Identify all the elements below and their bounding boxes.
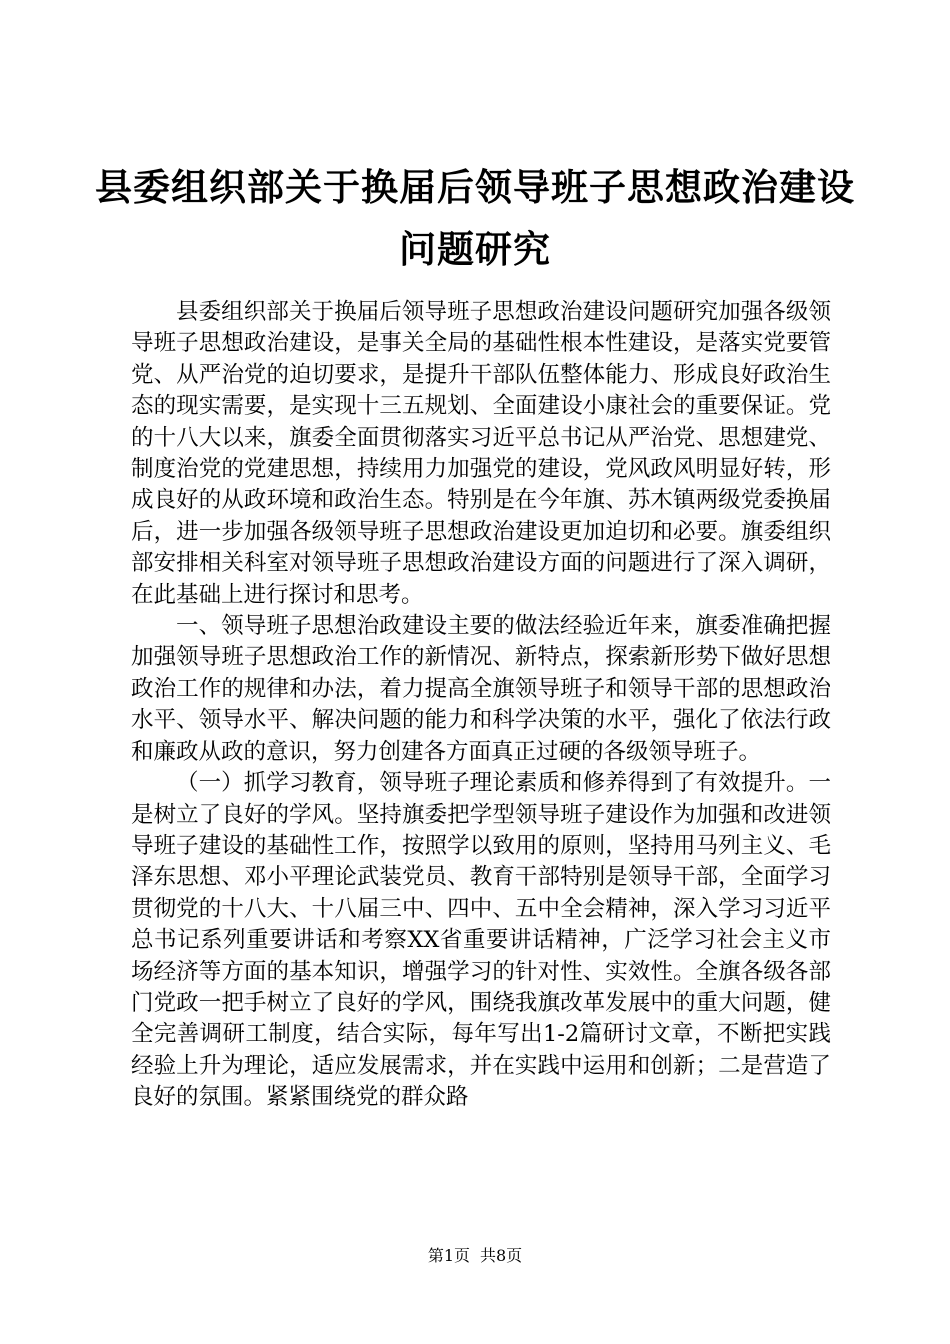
page-footer	[0, 1245, 950, 1267]
paragraph-section-1: 一、领导班子思想治政建设主要的做法经验近年来，旗委准确把握加强领导班子思想政治工作的新情况、新特点，探索新形势下做好思想政治工作的规律和办法，着力提高全旗领导班子和领导干部的思想政治水平、领导水平、解决问题的能力和科学决策的水平，强化了依法行政和廉政从政的意识，努力创建各方面真正过硬的各级领导班子。	[131, 613, 831, 765]
document-title-line-1: 县委组织部关于换届后领导班子思想政治建设	[95, 166, 855, 209]
page-number-total: 共8页	[480, 1246, 523, 1265]
paragraph-subsection-1: （一）抓学习教育，领导班子理论素质和修养得到了有效提升。一是树立了良好的学风。坚持旗委把学型领导班子建设作为加强和改进领导班子建设的基础性工作，按照学以致用的原则，坚持用马列主义、毛泽东思想、邓小平理论武装党员、教育干部特别是领导干部，全面学习贯彻党的十八大、十八届三中、四中、五中全会精神，深入学习习近平总书记系列重要讲话和考察XX省重要讲话精神，广泛学习社会主义市场经济等方面的基本知识，增强学习的针对性、实效性。全旗各级各部门党政一把手树立了良好的学风，围绕我旗改革发展中的重大问题，健全完善调研工制度，结合实际，每年写出1-2篇研讨文章，不断把实践经验上升为理论，适应发展需求，并在实践中运用和创新；二是营造了良好的氛围。紧紧围绕党的群众路	[131, 770, 831, 1111]
document-body	[131, 297, 831, 1114]
page-number-current: 第1页	[427, 1246, 470, 1265]
document-title-line-2: 问题研究	[399, 228, 551, 271]
paragraph-intro: 县委组织部关于换届后领导班子思想政治建设问题研究加强各级领导班子思想政治建设，是事关全局的基础性根本性建设，是落实党要管党、从严治党的迫切要求，是提升干部队伍整体能力、形成良好政治生态的现实需要，是实现十三五规划、全面建设小康社会的重要保证。党的十八大以来，旗委全面贯彻落实习近平总书记从严治党、思想建党、制度治党的党建思想，持续用力加强党的建设，党风政风明显好转，形成良好的从政环境和政治生态。特别是在今年旗、苏木镇两级党委换届后，进一步加强各级领导班子思想政治建设更加迫切和必要。旗委组织部安排相关科室对领导班子思想政治建设方面的问题进行了深入调研，在此基础上进行探讨和思考。	[131, 299, 831, 608]
